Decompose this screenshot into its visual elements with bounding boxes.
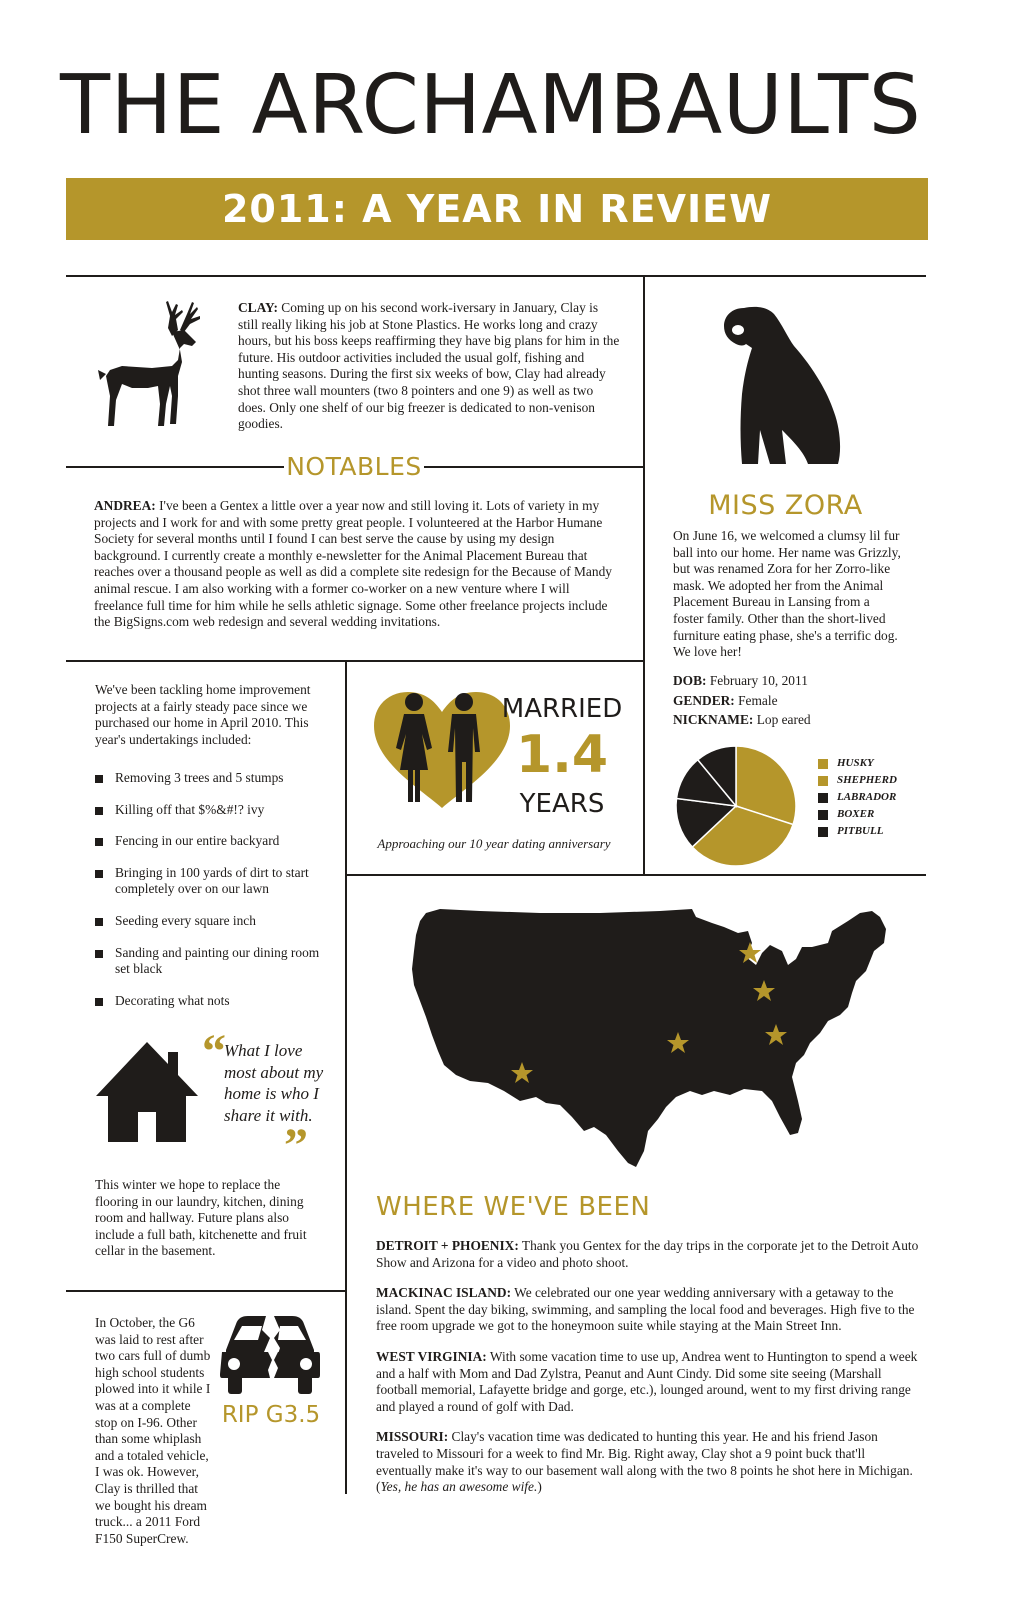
legend-swatch bbox=[818, 793, 828, 803]
home-list-item: Bringing in 100 yards of dirt to start completely over on our lawn bbox=[95, 865, 330, 898]
clay-paragraph bbox=[238, 300, 620, 433]
car-paragraph: In October, the G6 was laid to rest after two cars full of dumb high school students plowed into it while I was at a complete stop on I-96. Other than some whiplash and a totaled vehicle, I was ok. However, Clay is thrilled that we bought his dream truck... a 2011 Ford F150 SuperCrew. bbox=[95, 1315, 211, 1546]
travel-heading: WHERE WE'VE BEEN bbox=[376, 1192, 651, 1222]
divider-vertical-left bbox=[345, 662, 347, 1494]
divider-notables-right bbox=[424, 466, 643, 468]
star-icon bbox=[738, 941, 762, 970]
legend-item-husky bbox=[818, 755, 928, 772]
travel-list bbox=[376, 1238, 924, 1510]
travel-item-west-virginia: WEST VIRGINIA: With some vacation time to use up, Andrea went to Huntington to spend a week and a half with Mom and Dad Zylstra, Peanut and Aunt Cindy. Did some site seeing (Marshall football memorial, Lafayette bridge and gorge, etc.), lounged around, went to my first driving range and played a round of golf with Dad. bbox=[376, 1348, 918, 1414]
legend-item-pitbull bbox=[818, 823, 928, 840]
notables-heading: NOTABLES bbox=[286, 452, 422, 481]
star-icon bbox=[510, 1061, 534, 1090]
couple-heart-icon bbox=[372, 690, 512, 820]
andrea-name: ANDREA: bbox=[94, 498, 156, 513]
legend-label: BOXER bbox=[837, 808, 875, 820]
home-list-item: Killing off that $%&#!? ivy bbox=[95, 802, 330, 819]
legend-swatch bbox=[818, 776, 828, 786]
zora-heading: MISS ZORA bbox=[708, 490, 863, 521]
legend-item-boxer bbox=[818, 806, 928, 823]
married-caption: Approaching our 10 year dating anniversary bbox=[377, 836, 611, 851]
travel-item-detroit: DETROIT + PHOENIX: Thank you Gentex for the day trips in the corporate jet to the Detroit Auto Show and Arizona for a video and photo shoot. bbox=[376, 1238, 919, 1270]
divider-vertical-right bbox=[643, 277, 645, 874]
fact-dob: DOB: February 10, 2011 bbox=[673, 673, 808, 688]
quote-open-mark: “ bbox=[202, 1025, 226, 1078]
star-icon bbox=[752, 979, 776, 1008]
breed-legend bbox=[818, 755, 928, 840]
travel-item-mackinac: MACKINAC ISLAND: We celebrated our one year wedding anniversary with a getaway to the island. Spent the day biking, swimming, and sampling the local food and beverages. High five to the free room upgrade we got to the honeymoon suite while staying at the Main Street Inn. bbox=[376, 1285, 915, 1334]
rip-label: RIP G3.5 bbox=[221, 1402, 321, 1428]
married-label: MARRIED bbox=[501, 694, 623, 724]
divider-notables-left bbox=[66, 466, 284, 468]
home-list-item: Removing 3 trees and 5 stumps bbox=[95, 770, 330, 787]
broken-car-icon bbox=[218, 1312, 322, 1398]
star-icon bbox=[764, 1023, 788, 1052]
andrea-text: I've been a Gentex a little over a year now and still loving it. Lots of variety in my projects and I work for and with some pretty great people. I volunteered at the Harbor Humane Society for several months until I found I can best serve the cause by using my design background. I currently create a monthly e-newsletter for the Animal Placement Bureau that reaches over a thousand people as well as did a complete site redesign for the Because of Mandy animal rescue. I am also working with a former co-worker on a new venture where I will freelance full time for him while he sells athletic signage. Some other freelance projects include the BigSigns.com web redesign and several wedding invitations. bbox=[94, 498, 612, 630]
map-stars bbox=[400, 905, 900, 1170]
divider-mid bbox=[66, 660, 643, 662]
home-list bbox=[95, 770, 330, 1024]
legend-label: PITBULL bbox=[837, 825, 884, 837]
quote-close-mark: ” bbox=[284, 1119, 308, 1172]
divider-top bbox=[66, 275, 926, 277]
home-quote: What I love most about my home is who I share it with. bbox=[224, 1041, 324, 1125]
travel-item-missouri: MISSOURI: Clay's vacation time was dedicated to hunting this year. He and his friend Jason traveled to Missouri for a week to find Mr. Big. Right away, Clay shot a 9 point buck that'll eventually make it's way to our basement wall along with the two 8 points he shot here in Michigan. (Yes, he has an awesome wife.) bbox=[376, 1429, 913, 1495]
home-list-item: Seeding every square inch bbox=[95, 913, 330, 930]
legend-label: SHEPHERD bbox=[837, 774, 897, 786]
fact-nickname: NICKNAME: Lop eared bbox=[673, 712, 811, 728]
zora-facts bbox=[673, 673, 903, 729]
clay-name: CLAY: bbox=[238, 300, 278, 315]
married-number: 1.4 bbox=[515, 725, 609, 785]
dog-icon bbox=[718, 300, 846, 468]
legend-label: LABRADOR bbox=[837, 791, 897, 803]
home-list-item: Decorating what nots bbox=[95, 993, 330, 1010]
banner-text: 2011: A YEAR IN REVIEW bbox=[221, 187, 772, 231]
andrea-paragraph bbox=[94, 498, 619, 631]
page-title: THE ARCHAMBAULTS bbox=[60, 58, 922, 153]
legend-item-shepherd bbox=[818, 772, 928, 789]
house-icon bbox=[94, 1040, 200, 1144]
clay-text: Coming up on his second work-iversary in January, Clay is still really liking his job at Stone Plastics. He works long and crazy hours, but his boss keeps reaffirming they have big plans for him in the future. His outdoor activities included the usual golf, fishing and hunting seasons. During the first six weeks of bow, Clay had already shot three wall mounters (two 8 pointers and one 9) as well as two does. Only one shelf of our big freezer is dedicated to non-venison goodies. bbox=[238, 300, 620, 432]
legend-swatch bbox=[818, 810, 828, 820]
zora-paragraph: On June 16, we welcomed a clumsy lil fur ball into our home. Her name was Grizzly, but was renamed Zora for her Zorro-like mask. We adopted her from the Animal Placement Bureau in Lansing from a foster family. Other than the short-lived furniture eating phase, she's a terrific dog. We love her! bbox=[673, 528, 901, 660]
star-icon bbox=[666, 1031, 690, 1060]
legend-item-labrador bbox=[818, 789, 928, 806]
fact-gender: GENDER: Female bbox=[673, 692, 778, 708]
legend-swatch bbox=[818, 827, 828, 837]
deer-icon bbox=[92, 300, 217, 435]
home-list-item: Fencing in our entire backyard bbox=[95, 833, 330, 850]
married-years-label: YEARS bbox=[519, 789, 605, 819]
breed-pie-chart bbox=[674, 744, 798, 868]
legend-label: HUSKY bbox=[837, 757, 874, 769]
legend-swatch bbox=[818, 759, 828, 769]
divider-car-top bbox=[66, 1290, 345, 1292]
home-future: This winter we hope to replace the flooring in our laundry, kitchen, dining room and hallway. Future plans also include a full bath, kitchenette and fruit cellar in the basement. bbox=[95, 1177, 307, 1259]
home-intro: We've been tackling home improvement projects at a fairly steady pace since we purchased our home in April 2010. This year's undertakings included: bbox=[95, 682, 311, 747]
home-list-item: Sanding and painting our dining room set black bbox=[95, 945, 330, 978]
divider-map-top bbox=[347, 874, 926, 876]
year-banner bbox=[66, 178, 928, 240]
